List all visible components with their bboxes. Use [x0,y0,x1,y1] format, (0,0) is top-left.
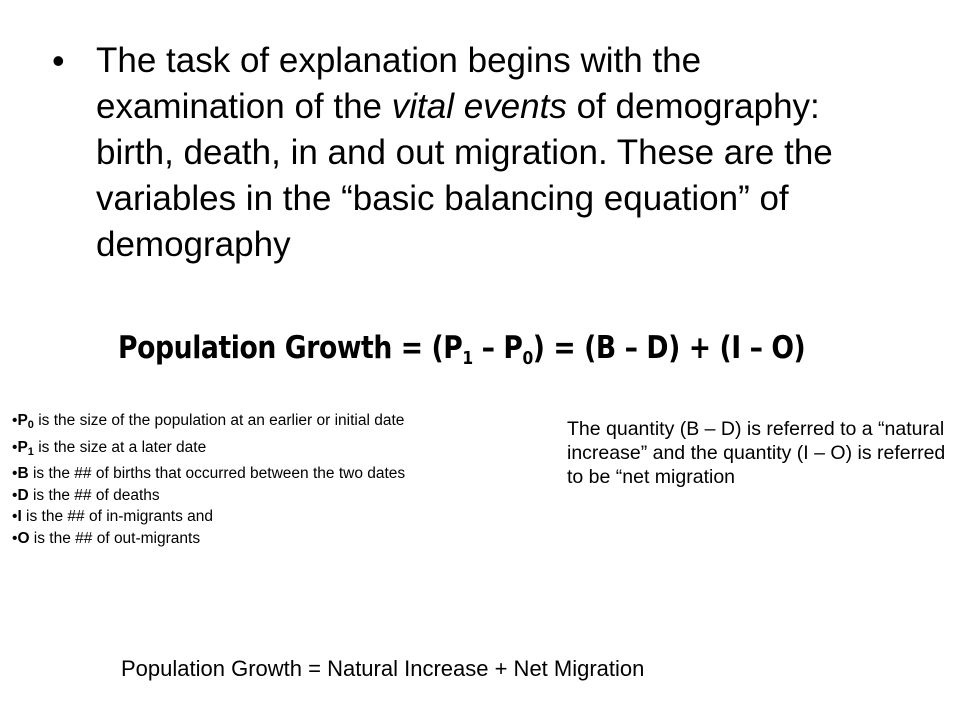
definition-item [12,485,512,507]
definition-term-subscript: 1 [27,445,34,458]
main-bullet [52,38,912,268]
definition-text: is the ## of in-migrants and [21,508,214,525]
definition-text: is the ## of deaths [28,486,160,504]
vital-events-emphasis: vital events [391,87,567,126]
bullet-dot: • [52,40,65,81]
definition-term: D [17,486,29,504]
equation-subscript-1: 1 [462,348,473,369]
definition-text: is the size at a later date [33,438,207,456]
summary-equation: Population Growth = Natural Increase + Net Migration [121,656,645,681]
definition-term [17,439,33,456]
main-bullet-text-after: of demography: birth, death, in and out migration. These are the variables in the “basic balancing equation” of demography [96,87,833,264]
definition-bullet: • [12,508,18,525]
definition-item [12,506,512,528]
definition-bullet: • [12,486,18,504]
definition-item [12,410,512,437]
definition-text: is the ## of births that occurred between the two dates [28,465,406,482]
balancing-equation [118,330,805,369]
definition-text: is the ## of out-migrants [29,529,201,547]
natural-increase-note: The quantity (B – D) is referred to a “natural increase” and the quantity (I – O) is referred to be “net migration [567,418,946,488]
main-bullet-text-before: The task of explanation begins with the examination of the [96,41,702,126]
equation-subscript-0: 0 [522,348,533,369]
definition-term [17,412,33,429]
definition-term-letter: P [17,438,28,456]
equation-part-1: Population Growth = (P [118,330,463,366]
definition-bullet: • [12,465,18,482]
definition-bullet: • [12,529,18,547]
definition-term: B [17,465,29,482]
definition-term: O [17,529,30,547]
equation-part-2: – P [472,330,523,366]
definition-term-letter: P [17,412,28,429]
equation-part-3: ) = (B – D) + (I – O) [532,330,806,366]
definition-item [12,437,512,464]
definition-bullet: • [12,412,18,429]
definition-term-subscript: 0 [27,419,34,431]
definitions-list [12,410,512,549]
definition-term: I [17,508,22,525]
definition-item [12,463,512,485]
definition-text: is the size of the population at an earlier or initial date [33,412,405,429]
main-bullet-text [96,38,896,268]
definition-bullet: • [12,438,18,456]
definition-item [12,528,512,550]
